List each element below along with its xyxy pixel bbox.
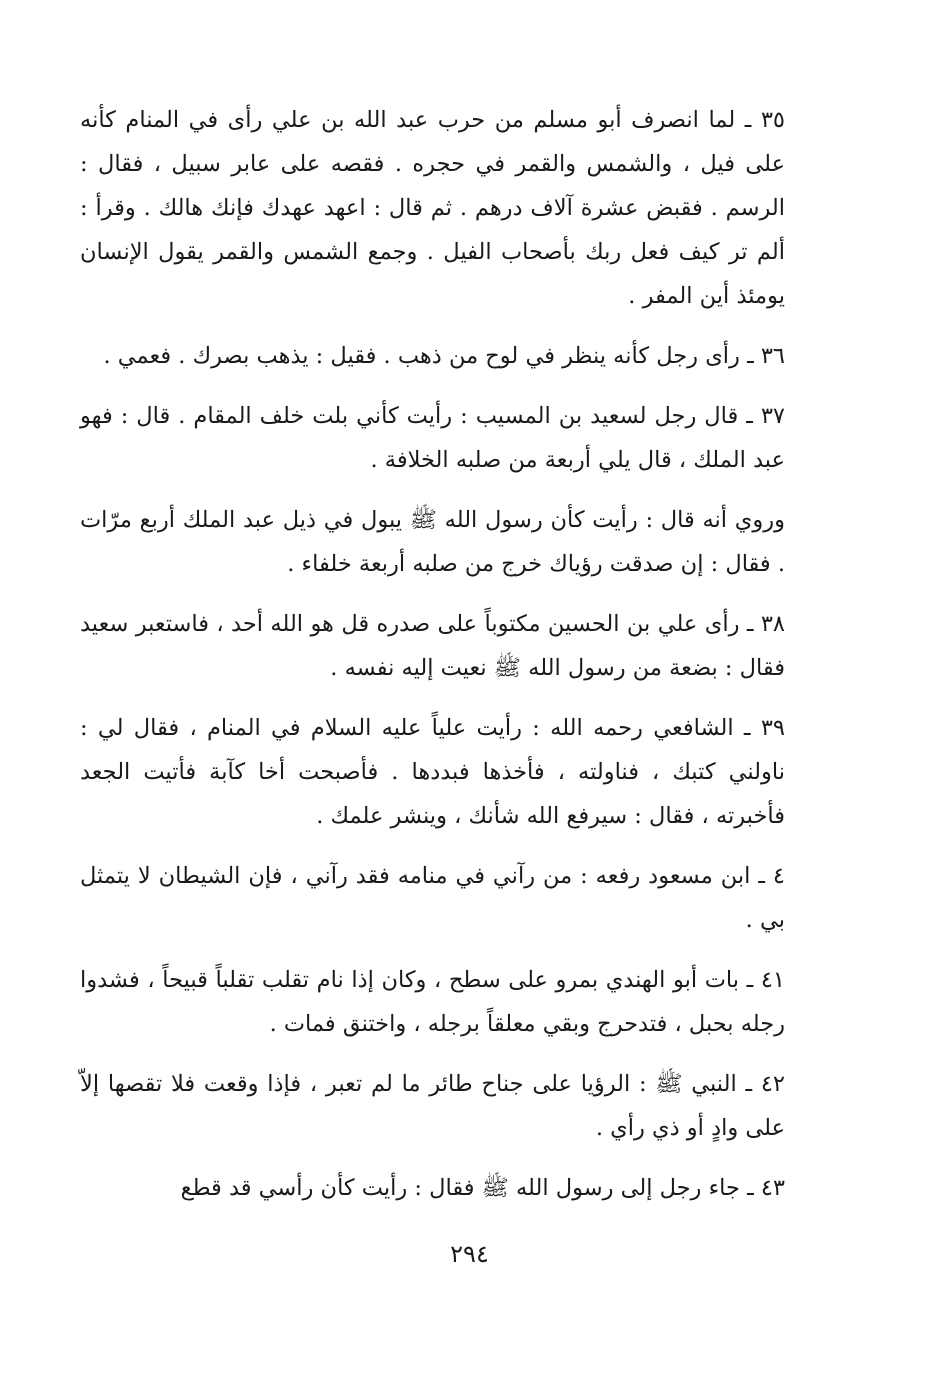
page-number: ٢٩٤ [450, 1240, 489, 1268]
paragraph-36: ٣٦ ـ رأى رجل كأنه ينظر في لوح من ذهب . فقيل : يذهب بصرك . فعمي . [103, 343, 785, 369]
paragraph-43: ٤٣ ـ جاء رجل إلى رسول الله ﷺ فقال : رأيت كأن رأسي قد قطع [180, 1175, 785, 1201]
paragraph-42: ٤٢ ـ النبي ﷺ : الرؤيا على جناح طائر ما لم تعبر ، فإذا وقعت فلا تقصها إلاّ على وادٍ أو ذي رأي . [80, 1071, 785, 1141]
page-body [80, 98, 785, 1226]
paragraph-41: ٤١ ـ بات أبو الهندي بمرو على سطح ، وكان إذا نام تقلب تقلباً قبيحاً ، فشدوا رجله بحبل ، فتدحرج وبقي معلقاً برجله ، واختنق فمات . [80, 967, 785, 1037]
paragraph-40: ٤ ـ ابن مسعود رفعه : من رآني في منامه فقد رآني ، فإن الشيطان لا يتمثل بي . [80, 863, 785, 933]
paragraph-37: ٣٧ ـ قال رجل لسعيد بن المسيب : رأيت كأني بلت خلف المقام . قال : فهو عبد الملك ، قال يلي أربعة من صلبه الخلافة . [80, 403, 785, 473]
paragraph-39: ٣٩ ـ الشافعي رحمه الله : رأيت علياً عليه السلام في المنام ، فقال لي : ناولني كتبك ، فناولته ، فأخذها فبددها . فأصبحت أخا كآبة فأتيت الجعد فأخبرته ، فقال : سيرفع الله شأنك ، وينشر علمك . [80, 715, 785, 829]
paragraph-37-variant: وروي أنه قال : رأيت كأن رسول الله ﷺ يبول في ذيل عبد الملك أربع مرّات . فقال : إن صدقت رؤياك خرج من صلبه أربعة خلفاء . [80, 507, 785, 577]
paragraph-35: ٣٥ ـ لما انصرف أبو مسلم من حرب عبد الله بن علي رأى في المنام كأنه على فيل ، والشمس والقمر في حجره . فقصه على عابر سبيل ، فقال : الرسم . فقبض عشرة آلاف درهم . ثم قال : اعهد عهدك فإنك هالك . وقرأ : ألم تر كيف فعل ربك بأصحاب الفيل . وجمع الشمس والقمر يقول الإنسان يومئذ أين المفر . [80, 107, 785, 309]
paragraph-38: ٣٨ ـ رأى علي بن الحسين مكتوباً على صدره قل هو الله أحد ، فاستعبر سعيد فقال : بضعة من رسول الله ﷺ نعيت إليه نفسه . [80, 611, 785, 681]
